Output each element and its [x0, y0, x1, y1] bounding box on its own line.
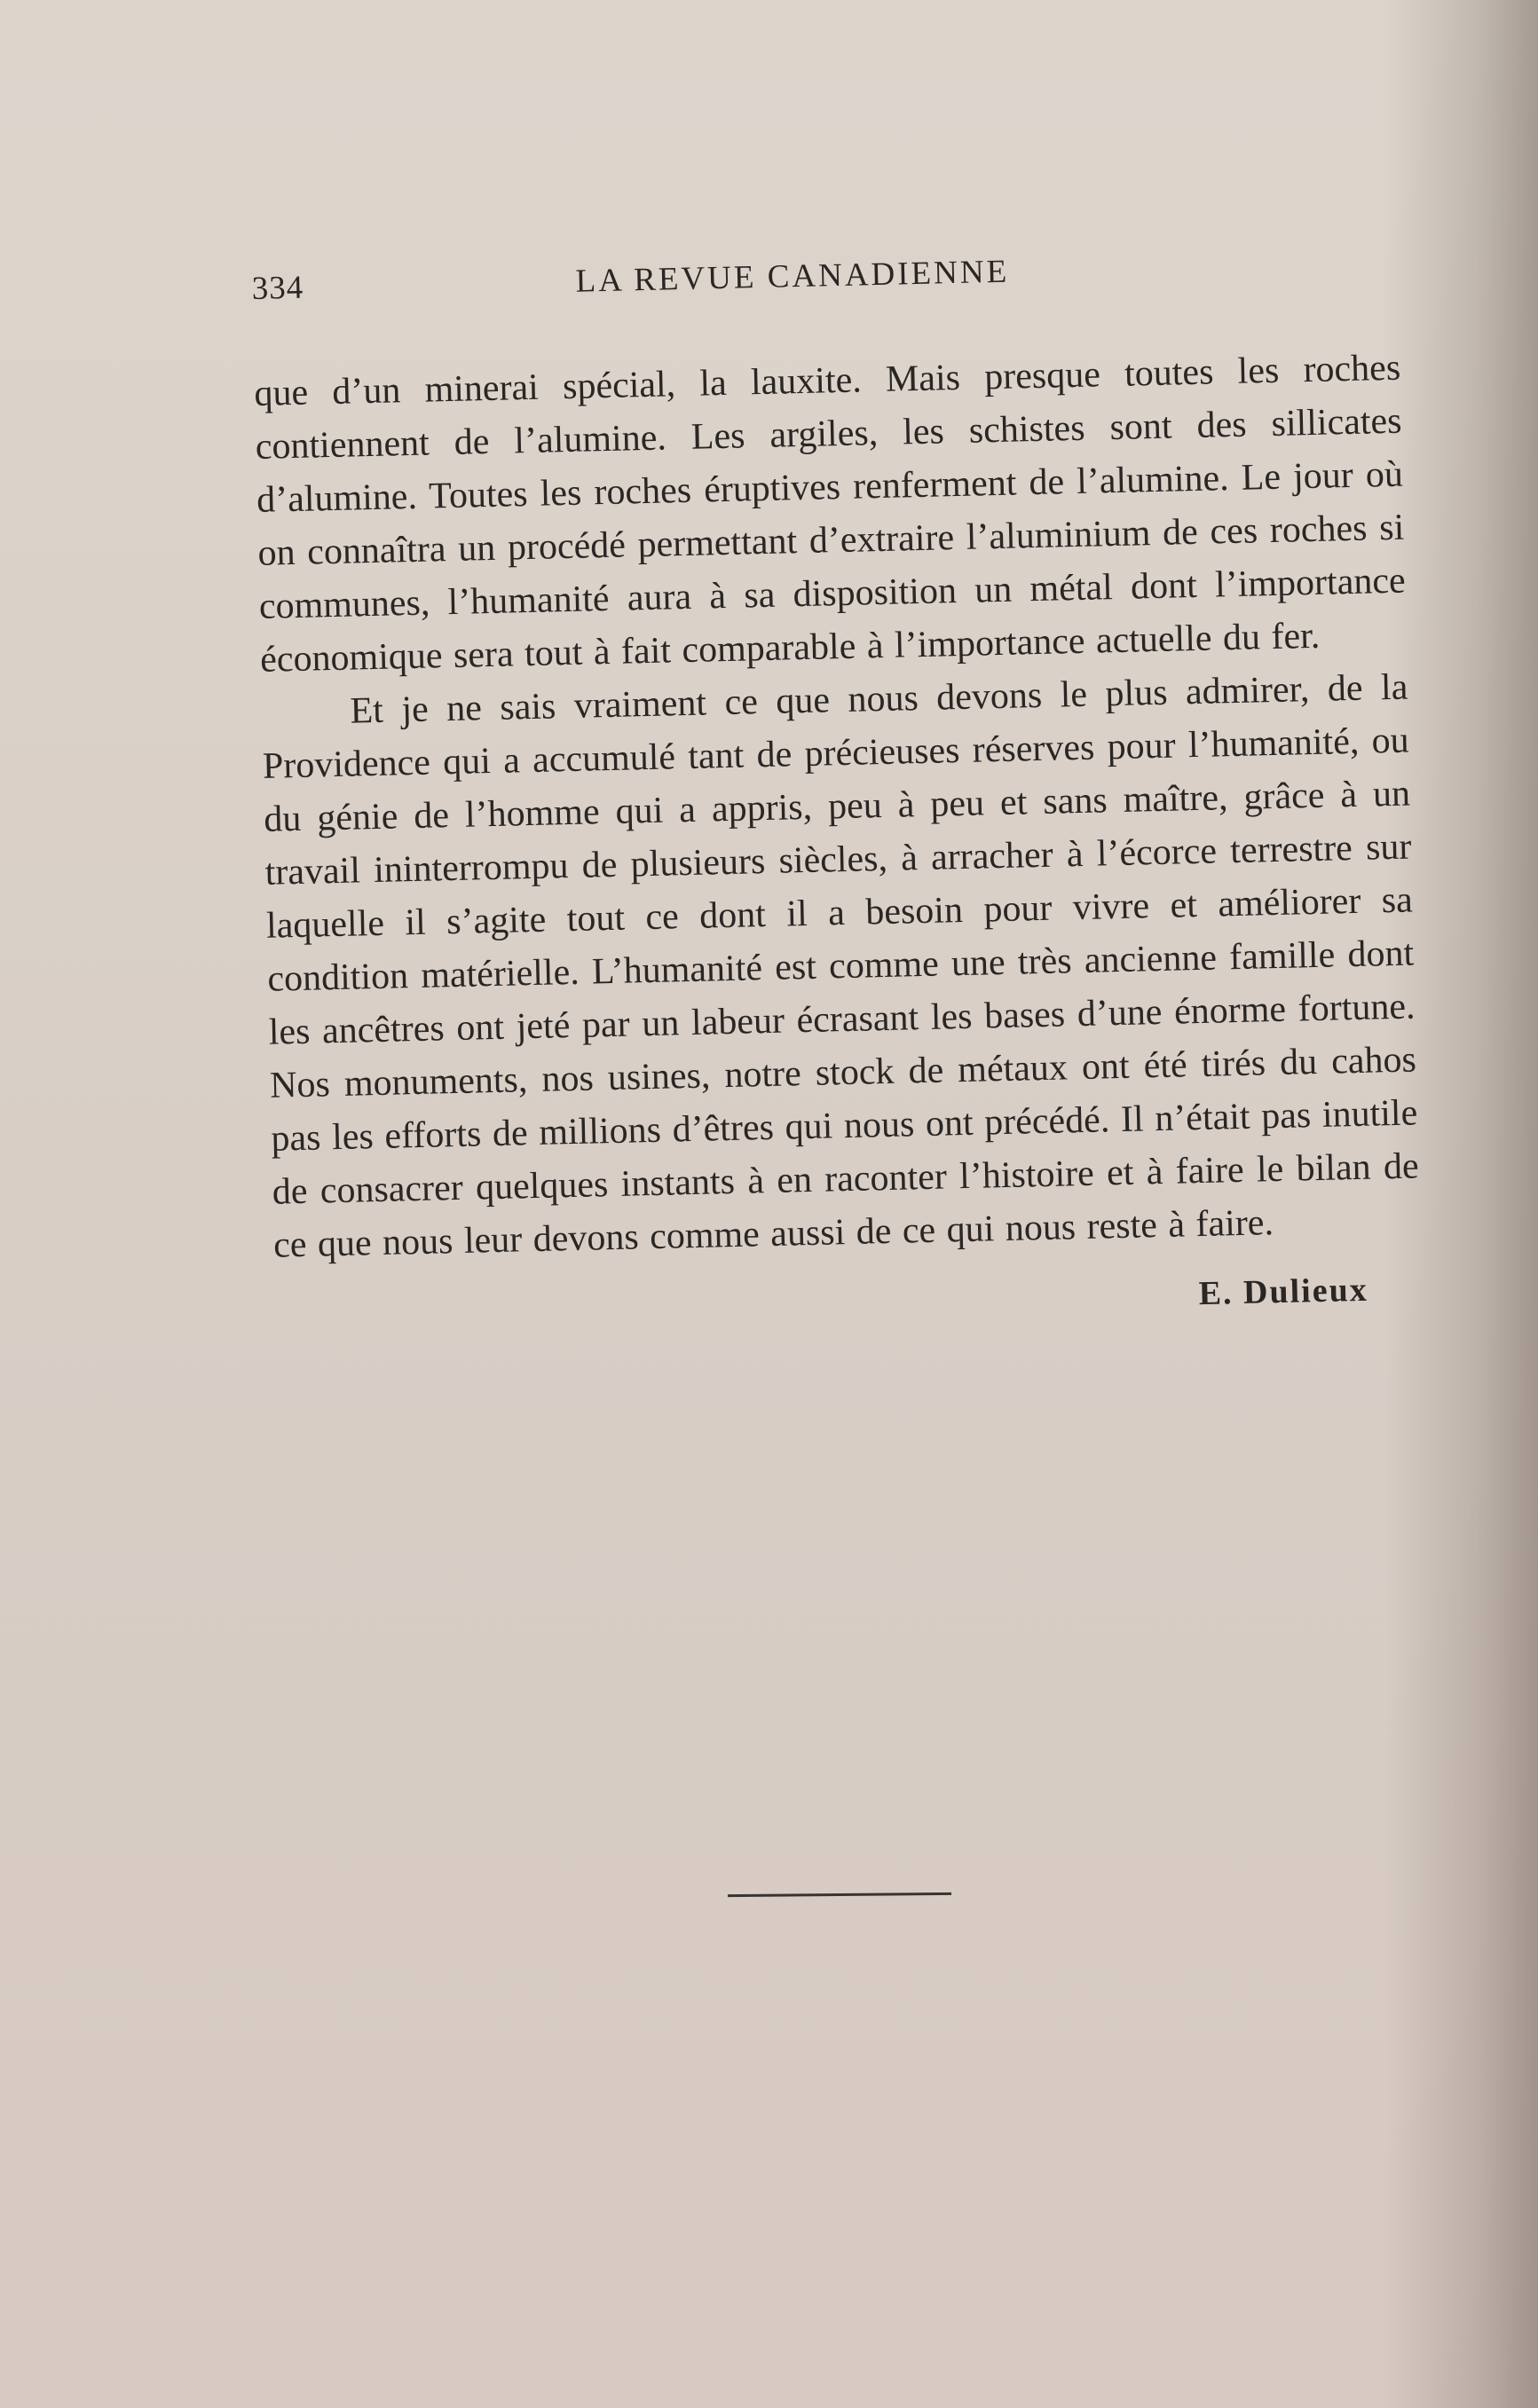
page-number: 334	[251, 269, 304, 307]
page-body	[251, 233, 1422, 1334]
running-head	[251, 233, 1399, 312]
paragraph-2: Et je ne sais vraiment ce que nous devons le plus admirer, de la Providence qui a accumulé tant de précieuses réserves pour l’humanité, ou du génie de l’homme qui a appris, peu à peu et sans maître, grâce à un travail ininterrompu de plusieurs siècles, à arracher à l’écorce terrestre sur laquelle il s’agite tout ce dont il a besoin pour vivre et améliorer sa condition matérielle. L’humanité est comme une très ancienne famille dont les ancêtres ont jeté par un labeur écrasant les bases d’une énorme fortune. Nos monuments, nos usines, notre stock de métaux ont été tirés du cahos pas les efforts de millions d’êtres qui nous ont précédé. Il n’était pas inutile de consacrer quelques instants à en raconter l’histoire et à faire le bilan de ce que nous leur devons comme aussi de ce qui nous reste à faire.	[262, 666, 1420, 1266]
paragraph-1: que d’un minerai spécial, la lauxite. Mais presque toutes les roches contiennent de l’alumine. Les argiles, les schistes sont des sillicates d’alumine. Toutes les roches éruptives renferment de l’alumine. Le jour où on connaîtra un procédé permettant d’extraire l’aluminium de ces roches si communes, l’humanité aura à sa disposition un métal dont l’importance économique sera tout à fait comparable à l’importance actuelle du fer.	[253, 347, 1407, 681]
author-signature: E. Dulieux	[1198, 1271, 1369, 1313]
article-text	[254, 342, 1421, 1272]
end-rule	[728, 1893, 951, 1897]
journal-title: LA REVUE CANADIENNE	[575, 253, 1010, 300]
